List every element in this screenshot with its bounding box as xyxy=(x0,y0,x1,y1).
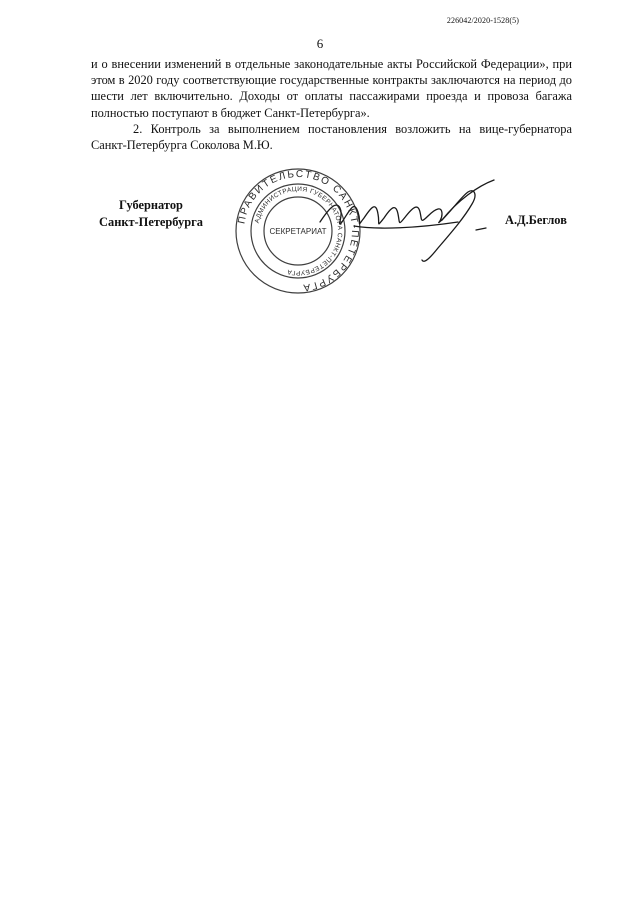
document-id: 226042/2020-1528(5) xyxy=(446,16,519,25)
document-body xyxy=(91,56,572,153)
signatory-name: А.Д.Беглов xyxy=(505,213,567,227)
page-number: 6 xyxy=(316,36,324,51)
seal-center-text: СЕКРЕТАРИАТ xyxy=(269,227,327,236)
body-paragraph: и о внесении изменений в отдельные законодательные акты Российской Федерации», при этом в 2020 году соответствующие государственные контракты заключаются на период до шести лет включительно. Доходы от оплаты пассажирами проезда и провоза багажа полностью поступают в бюджет Санкт-Петербурга». xyxy=(91,57,572,120)
signatory-title-line: Санкт-Петербурга xyxy=(99,215,203,229)
body-paragraph: 2. Контроль за выполнением постановления возложить на вице-губернатора Санкт-Петербурга Соколова М.Ю. xyxy=(91,121,572,153)
signatory-title-line: Губернатор xyxy=(119,198,183,212)
seal-inner-text: АДМИНИСТРАЦИЯ ГУБЕРНАТОРА САНКТ-ПЕТЕРБУРГА xyxy=(253,185,344,277)
seal-outer-text: ПРАВИТЕЛЬСТВО САНКТ-ПЕТЕРБУРГА xyxy=(236,168,361,293)
signatory-title xyxy=(98,197,204,231)
handwritten-signature xyxy=(318,170,508,270)
